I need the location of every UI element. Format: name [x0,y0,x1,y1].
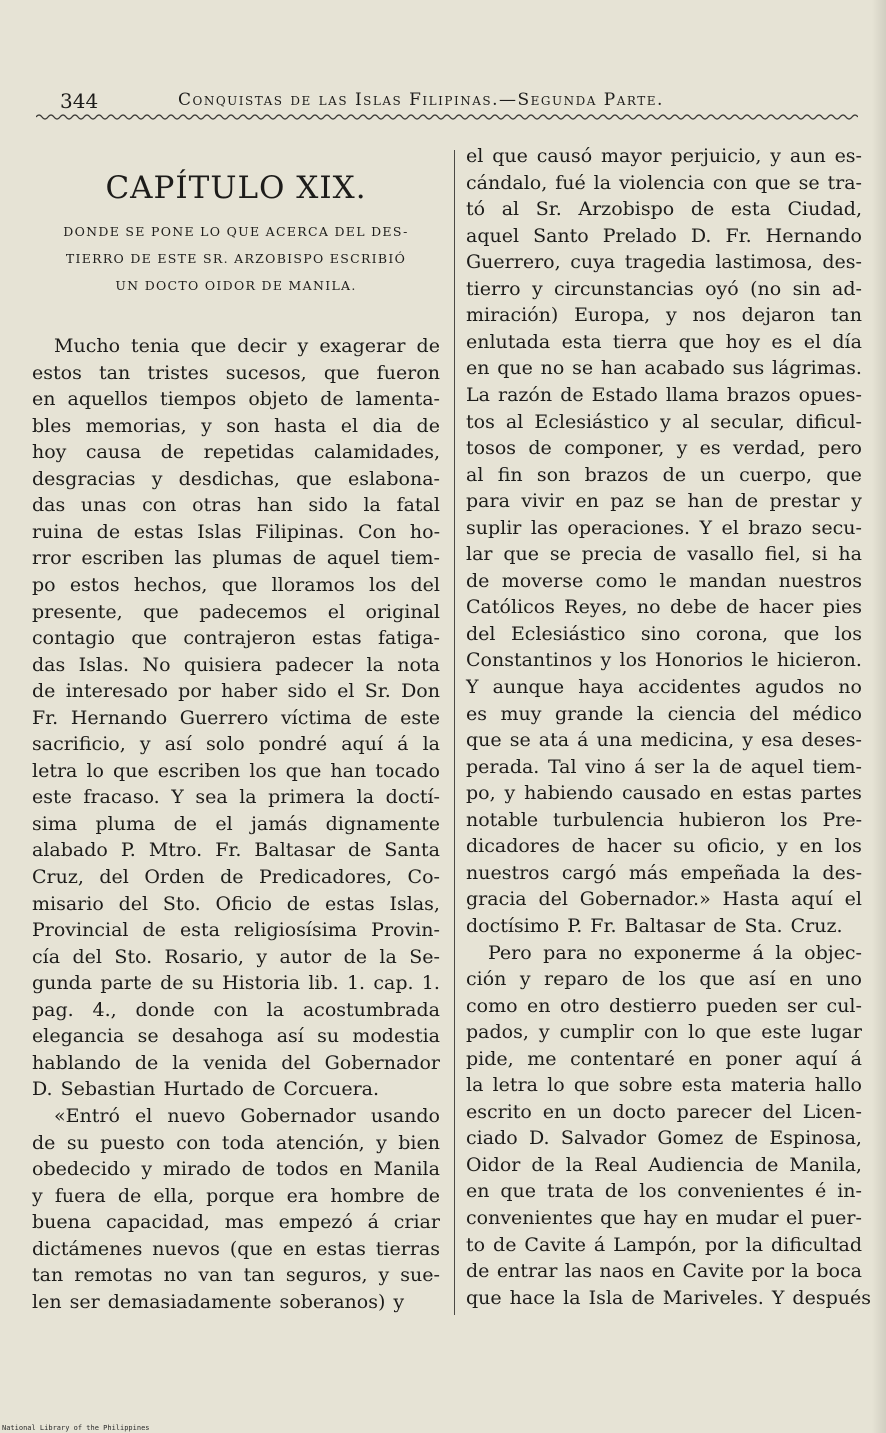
text-line: aquel Santo Prelado D. Fr. Hernando [466,224,862,247]
text-line: po, y habiendo causado en estas partes [466,782,862,805]
text-line: tosos de componer, y es verdad, pero [466,437,862,460]
text-line: es muy grande la ciencia del médico [466,702,862,725]
text-line: enlutada esta tierra que hoy es el día [466,330,862,353]
text-line: convenientes que hay en mudar el puer- [466,1207,862,1229]
text-line: y fuera de ella, porque era hombre de [32,1184,440,1207]
wavy-header-rule [36,112,858,122]
text-line: La razón de Estado llama brazos opues- [466,383,862,406]
text-line: obedecido y mirado de todos en Manila [32,1158,440,1181]
text-line: cía del Sto. Rosario, y autor de la Se- [32,945,440,968]
text-line: perada. Tal vino á ser la de aquel tiem- [466,755,862,778]
text-line: po estos hechos, que lloramos los del [32,573,440,596]
text-line: gracia del Gobernador.» Hasta aquí el [466,888,862,911]
text-line: que se ata á una medicina, y esa deses- [466,729,862,752]
text-line: misario del Sto. Oficio de estas Islas, [32,892,440,915]
text-line: tierro y circunstancias oyó (no sin ad- [466,277,862,300]
text-line: alabado P. Mtro. Fr. Baltasar de Santa [32,839,440,862]
text-line: pide, me contentaré en poner aquí á [466,1047,862,1070]
text-line: Guerrero, cuya tragedia lastimosa, des- [466,251,862,274]
text-line: tó al Sr. Arzobispo de esta Ciudad, [466,198,862,221]
text-line: «Entró el nuevo Gobernador usando [54,1104,440,1127]
text-line: sima pluma de el jamás dignamente [32,812,440,835]
text-line: presente, que padecemos el original [32,600,440,623]
text-line: notable turbulencia hubieron los Pre- [466,808,862,831]
text-line: pag. 4., donde con la acostumbrada [32,998,440,1021]
text-line: para vivir en paz se han de prestar y [466,490,862,513]
text-line: de entrar las naos en Cavite por la boca [466,1260,862,1283]
subtitle-line: DONDE SE PONE LO QUE ACERCA DEL DES- [63,224,409,239]
text-line: dicadores de hacer su oficio, y en los [466,835,862,858]
text-line: Y aunque haya accidentes agudos no [466,676,862,698]
text-line: nuestros cargó más empeñada la des- [466,861,862,884]
text-line: D. Sebastian Hurtado de Corcuera. [32,1078,380,1101]
text-line: al fin son brazos de un cuerpo, que [466,463,862,486]
text-line: len ser demasiadamente soberanos) y [32,1290,405,1313]
text-line: el que causó mayor perjuicio, y aun es- [466,145,862,167]
text-line: Cruz, del Orden de Predicadores, Co- [32,866,440,888]
library-credit: National Library of the Philippines [2,1424,150,1432]
running-title [178,90,664,110]
page-edge-shadow [872,0,886,1433]
text-line: estos tan tristes sucesos, que fueron [32,361,440,384]
text-line: Católicos Reyes, no debe de hacer pies [466,596,862,619]
text-line: Constantinos y los Honorios le hicieron. [466,649,862,672]
text-line: que hace la Isla de Mariveles. Y después [466,1286,871,1309]
text-line: este fracaso. Y sea la primera la doctí- [32,786,440,809]
text-line: hablando de la venida del Gobernador [32,1051,440,1074]
text-line: Mucho tenia que decir y exagerar de [54,335,440,357]
column-divider [454,150,455,1315]
text-line: buena capacidad, mas empezó á criar [32,1211,440,1234]
text-line: de moverse como le mandan nuestros [466,569,862,592]
text-line: ción y reparo de los que así en uno [466,968,862,991]
text-line: suplir las operaciones. Y el brazo secu- [466,516,862,539]
text-line: dictámenes nuevos (que en estas tierras [32,1237,440,1260]
text-line: Pero para no exponerme á la objec- [488,941,862,964]
text-line: rror escriben las plumas de aquel tiem- [32,547,440,570]
text-line: de interesado por haber sido el Sr. Don [32,680,440,703]
text-line: pados, y cumplir con lo que este lugar [466,1021,862,1044]
text-line: en que no se han acabado sus lágrimas. [466,357,862,380]
text-line: Oidor de la Real Audiencia de Manila, [466,1153,862,1176]
text-line: escrito en un docto parecer del Licen- [466,1100,862,1123]
text-line: ciado D. Salvador Gomez de Espinosa, [466,1127,862,1150]
text-line: en aquellos tiempos objeto de lamenta- [32,388,440,411]
text-line: del Eclesiástico sino corona, que los [466,622,862,645]
text-line: tos al Eclesiástico y al secular, dificul- [466,410,862,433]
text-line: gunda parte de su Historia lib. 1. cap. 1. [32,972,440,995]
text-line: sacrificio, y así solo pondré aquí á la [32,733,440,756]
text-line: ruina de estas Islas Filipinas. Con ho- [32,520,440,543]
subtitle-line: TIERRO DE ESTE SR. ARZOBISPO ESCRIBIÓ [65,251,407,266]
text-line: desgracias y desdichas, que eslabona- [32,467,440,490]
text-line: de su puesto con toda atención, y bien [32,1131,440,1154]
text-line: la letra lo que sobre esta materia hallo [466,1074,862,1097]
text-line: Fr. Hernando Guerrero víctima de este [32,706,440,729]
text-line: hoy causa de repetidas calamidades, [32,441,440,464]
text-line: das unas con otras han sido la fatal [32,494,440,517]
text-line: letra lo que escriben los que han tocado [32,759,440,782]
text-line: doctísimo P. Fr. Baltasar de Sta. Cruz. [466,914,843,937]
chapter-title: CAPÍTULO XIX. [105,170,367,206]
text-line: miración) Europa, y nos dejaron tan [466,304,862,327]
text-line: Provincial de esta religiosísima Provin- [32,919,440,942]
text-line: lar que se precia de vasallo fiel, si ha [466,543,862,566]
text-line: to de Cavite á Lampón, por la dificultad [466,1233,862,1256]
running-title-text: Conquistas de las Islas Filipinas.—Segunda Parte. [178,90,664,110]
text-line: bles memorias, y son hasta el dia de [32,414,440,437]
text-line: en que trata de los convenientes é in- [466,1180,862,1203]
text-line: cándalo, fué la violencia con que se tra- [466,171,862,194]
text-line: tan remotas no van tan seguros, y sue- [32,1264,440,1287]
text-line: elegancia se desahoga así su modestia [32,1025,440,1048]
page-number: 344 [60,89,99,113]
chapter-subtitle [32,218,440,299]
subtitle-line: UN DOCTO OIDOR DE MANILA. [115,278,357,293]
text-line: como en otro destierro pueden ser cul- [466,994,862,1017]
text-line: contagio que contrajeron estas fatiga- [32,627,440,650]
text-line: das Islas. No quisiera padecer la nota [32,653,440,676]
